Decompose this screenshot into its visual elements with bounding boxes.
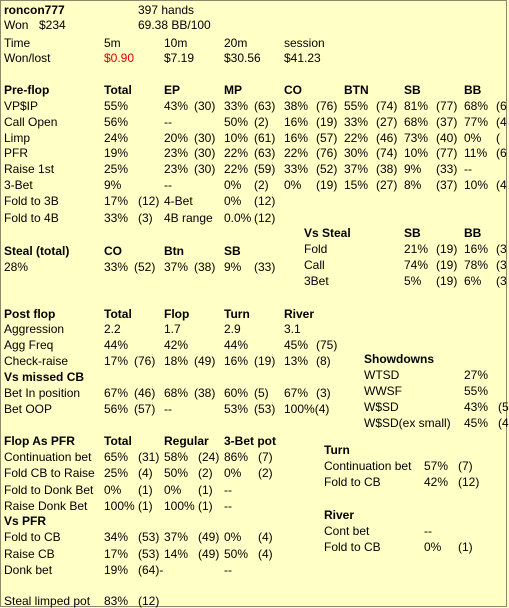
flop-pfr-cell: (7) [258,450,273,464]
flop-pfr-row-label: Fold CB to Raise [4,466,95,481]
postflop-cell: 44% [104,338,129,352]
postflop-cell: 2.9 [224,322,241,336]
postflop-cell: 16% [224,354,249,368]
preflop-cell: (19) [316,114,338,129]
missed-cb-cell: 53% [224,402,249,416]
flop-pfr-row-label: Continuation bet [4,450,92,464]
postflop-cell: (76) [134,354,156,368]
steal-col-header: CO [104,244,122,258]
steal-cell: (52) [134,260,156,274]
flop-pfr-row-label: Fold to Donk Bet [4,482,94,497]
preflop-cell: 22% [224,146,249,161]
vs-steal-cell: 74% [404,258,429,272]
wonlost-label: Won/lost [4,51,51,65]
postflop-cell: 17% [104,354,129,368]
flop-pfr-cell: 0% [164,482,182,497]
preflop-cell: (3) [138,211,153,225]
turn-title: Turn [324,443,350,457]
preflop-cell: 81% [404,99,429,113]
flop-pfr-cell: 86% [224,450,249,464]
preflop-cell: (63) [254,99,276,113]
vs-steal-cell: 16% [464,242,489,256]
turn-row-label: Fold to CB [324,475,381,489]
hand-count: 397 hands [138,3,195,17]
preflop-cell: -- [164,114,172,129]
preflop-cell: (6 [496,99,507,113]
preflop-row-label: Limp [4,130,31,145]
preflop-row-label: 3-Bet [4,178,33,192]
preflop-cell: (37) [436,178,458,192]
preflop-cell: (46) [376,130,398,145]
postflop-col-header: Flop [164,307,190,321]
preflop-cell: 77% [464,114,489,129]
preflop-row-label: Raise 1st [4,162,55,177]
missed-cb-cell: 67% [104,386,129,400]
vs-steal-cell: (19) [436,258,458,272]
postflop-cell: 18% [164,354,189,368]
postflop-cell: 44% [224,338,249,352]
preflop-cell: 37% [344,162,369,177]
preflop-cell: (59) [254,162,276,177]
steal-cell: (33) [254,260,276,274]
preflop-cell: 33% [224,99,249,113]
vs-steal-cell: (3 [496,258,507,272]
vs-steal-title: Vs Steal [304,226,351,240]
preflop-cell: 33% [104,211,129,225]
vs-pfr-cell: (4) [258,530,273,544]
preflop-cell: (74) [376,99,398,113]
missed-cb-cell: 100%(4) [284,402,330,416]
preflop-cell: (52) [316,162,338,177]
flop-pfr-cell: (1) [138,482,153,497]
time-col-header: 20m [224,36,248,50]
preflop-cell: 50% [224,114,249,129]
missed-cb-cell: 68% [164,386,189,400]
preflop-cell: 20% [164,130,189,145]
preflop-col-header: EP [164,83,181,97]
flop-pfr-col-header: Total [104,434,132,448]
vs-pfr-cell: -- [224,563,232,577]
preflop-cell: (6 [496,146,507,161]
showdown-row-label: W$SD [364,400,399,414]
flop-pfr-cell: (1) [138,498,153,513]
preflop-row-label: PFR [4,146,28,161]
vs-pfr-cell: (49) [198,546,220,561]
preflop-cell: 22% [224,162,249,177]
vs-steal-cell: (19) [436,274,458,288]
preflop-cell: 0% [224,194,242,208]
vs-pfr-cell: 14% [164,546,189,561]
time-col-header: session [284,36,325,50]
preflop-cell: (19) [316,178,338,192]
flop-pfr-col-header: 3-Bet pot [224,434,276,448]
preflop-sub-label: 4B range [164,211,213,225]
preflop-cell: (76) [316,146,338,161]
preflop-row-label: Call Open [4,114,58,129]
missed-cb-cell: (38) [194,386,216,400]
postflop-cell: 1.7 [164,322,181,336]
preflop-cell: (12) [254,211,276,225]
preflop-cell: 25% [104,162,129,177]
missed-cb-cell: (3) [316,386,331,400]
wonlost-value: $7.19 [164,51,195,65]
vs-pfr-title: Vs PFR [4,514,47,528]
preflop-cell: 0% [284,178,302,192]
time-col-header: 10m [164,36,188,50]
flop-pfr-row-label: Raise Donk Bet [4,498,88,513]
showdown-row-label: WWSF [364,384,402,398]
preflop-cell: (77) [436,99,458,113]
won-label: Won [4,18,29,32]
vs-steal-col-header: BB [464,226,482,240]
showdown-cell: 45% [464,416,489,430]
preflop-cell: (57) [316,130,338,145]
showdown-cell: (5 [498,400,509,414]
player-name: roncon777 [4,3,65,17]
flop-pfr-cell: 58% [164,450,189,464]
missed-cb-cell: -- [164,402,172,416]
steal-limped-label: Steal limped pot [4,594,91,608]
preflop-cell: (74) [376,146,398,161]
vs-pfr-cell: 17% [104,546,129,561]
preflop-title: Pre-flop [4,83,50,97]
postflop-cell: (8) [316,354,331,368]
preflop-cell: (27) [376,114,398,129]
preflop-cell: 68% [404,114,429,129]
vs-steal-cell: (19) [436,242,458,256]
vs-pfr-cell: 19% [104,563,129,577]
vs-steal-row-label: 3Bet [304,274,329,288]
flop-pfr-cell: -- [224,498,232,513]
wonlost-value: $41.23 [284,51,321,65]
preflop-cell: 33% [284,162,309,177]
missed-cb-cell: (53) [254,402,276,416]
turn-cell: (7) [458,459,473,473]
showdown-cell: 43% [464,400,489,414]
vs-pfr-cell: (53) [138,546,160,561]
vs-pfr-cell: (53) [138,530,160,544]
preflop-cell: (61) [254,130,276,145]
turn-cell: 57% [424,459,449,473]
showdown-row-label: WTSD [364,368,400,382]
vs-steal-cell: 78% [464,258,489,272]
vs-pfr-cell: (49) [198,530,220,544]
preflop-cell: (30) [194,146,216,161]
vs-pfr-row-label: Raise CB [4,546,55,561]
preflop-cell: (12) [138,194,160,208]
preflop-cell: (33) [436,162,458,177]
flop-pfr-cell: (4) [138,466,153,481]
vs-steal-cell: (3 [496,242,507,256]
preflop-cell: (30) [194,130,216,145]
showdown-cell: 27% [464,368,489,382]
missed-cb-cell: 67% [284,386,309,400]
preflop-col-header: CO [284,83,302,97]
preflop-col-header: Total [104,83,132,97]
vs-steal-row-label: Fold [304,242,328,256]
preflop-cell: (63) [254,146,276,161]
missed-cb-cell: (57) [134,402,156,416]
steal-cell: 33% [104,260,129,274]
preflop-cell: (38) [376,162,398,177]
river-cell: (1) [458,540,473,554]
river-row-label: Cont bet [324,524,370,538]
preflop-cell: 10% [224,130,249,145]
postflop-cell: 2.2 [104,322,121,336]
preflop-cell: 0.0% [224,211,252,225]
postflop-cell: 42% [164,338,189,352]
missed-cb-cell: 56% [104,402,129,416]
preflop-cell: 55% [344,99,369,113]
missed-cb-cell: 60% [224,386,249,400]
preflop-cell: 38% [284,99,309,113]
preflop-cell: (27) [376,178,398,192]
steal-col-header: SB [224,244,241,258]
preflop-cell: 43% [164,99,189,113]
vs-pfr-cell: 34% [104,530,129,544]
missed-cb-cell: (5) [254,386,269,400]
vs-steal-cell: 6% [464,274,482,288]
turn-cell: (12) [458,475,480,489]
preflop-cell: 8% [404,178,422,192]
preflop-cell: 9% [104,178,122,192]
flop-pfr-cell: -- [224,482,232,497]
preflop-cell: 55% [104,99,129,113]
postflop-cell: 3.1 [284,322,301,336]
preflop-cell: (37) [436,114,458,129]
vs-pfr-row-label: Donk bet [4,563,53,577]
won-value: $234 [39,18,66,32]
preflop-cell: (30) [194,162,216,177]
preflop-cell: 30% [344,146,369,161]
river-cell: 0% [424,540,442,554]
vs-pfr-cell: 0% [224,530,242,544]
preflop-cell: (2) [254,178,269,192]
preflop-cell: 33% [344,114,369,129]
preflop-sub-label: 4-Bet [164,194,193,208]
preflop-col-header: MP [224,83,242,97]
flop-pfr-cell: (1) [198,482,213,497]
showdowns-title: Showdowns [364,352,434,366]
preflop-cell: 73% [404,130,429,145]
flop-pfr-cell: 65% [104,450,129,464]
preflop-cell: 16% [284,114,309,129]
preflop-cell: 23% [164,162,189,177]
postflop-row-label: Aggression [4,322,65,336]
river-title: River [324,508,355,522]
postflop-cell: 13% [284,354,309,368]
vs-steal-cell: (3 [496,274,507,288]
postflop-cell: (75) [316,338,338,352]
preflop-cell: 17% [104,194,129,208]
showdown-cell: 55% [464,384,489,398]
preflop-cell: 10% [404,146,429,161]
preflop-cell: -- [464,162,472,177]
postflop-cell: (49) [194,354,216,368]
vs-missed-cb-title: Vs missed CB [4,370,85,384]
vs-steal-row-label: Call [304,258,325,272]
postflop-col-header: Total [104,307,132,321]
river-row-label: Fold to CB [324,540,381,554]
wonlost-value: $30.56 [224,51,261,65]
preflop-cell: (77) [436,146,458,161]
preflop-row-label: Fold to 4B [4,211,59,225]
flop-pfr-cell: 100% [164,498,195,513]
turn-row-label: Continuation bet [324,459,412,473]
preflop-cell: 9% [404,162,422,177]
postflop-row-label: Check-raise [4,354,69,368]
showdown-row-label: W$SD(ex small) [364,416,451,430]
vs-pfr-cell: 37% [164,530,189,544]
preflop-cell: 19% [104,146,129,161]
flop-pfr-cell: (31) [138,450,160,464]
flop-pfr-cell: (2) [258,466,273,481]
flop-pfr-cell: (24) [198,450,220,464]
river-cell: -- [424,524,432,538]
postflop-cell: 45% [284,338,309,352]
steal-cell: (38) [194,260,216,274]
steal-col-header: Btn [164,244,184,258]
missed-cb-row-label: Bet OOP [4,402,53,416]
preflop-cell: ( [496,130,500,145]
preflop-cell: 0% [464,130,482,145]
steal-cell: 9% [224,260,242,274]
flop-pfr-cell: 0% [224,466,242,481]
time-label: Time [4,36,31,50]
preflop-cell: 23% [164,146,189,161]
flop-pfr-cell: 0% [104,482,122,497]
preflop-cell: 56% [104,114,129,129]
preflop-cell: (4 [496,178,507,192]
missed-cb-row-label: Bet In position [4,386,81,400]
flop-pfr-cell: 100% [104,498,135,513]
wonlost-value: $0.90 [104,51,135,65]
flop-pfr-cell: (2) [198,466,213,481]
vs-pfr-cell: (4) [258,546,273,561]
preflop-col-header: BTN [344,83,369,97]
steal-cell: 37% [164,260,189,274]
vs-pfr-cell: (64)- [138,563,164,577]
preflop-cell: (12) [254,194,276,208]
preflop-cell: 22% [284,146,309,161]
vs-pfr-row-label: Fold to CB [4,530,61,544]
preflop-cell: 22% [344,130,369,145]
flop-pfr-cell: 50% [164,466,189,481]
flop-pfr-title: Flop As PFR [4,434,75,448]
postflop-row-label: Agg Freq [4,338,54,352]
preflop-cell: 24% [104,130,129,145]
time-col-header: 5m [104,36,121,50]
flop-pfr-col-header: Regular [164,434,209,448]
vs-steal-cell: 5% [404,274,422,288]
missed-cb-cell: (46) [134,386,156,400]
bb-per-100: 69.38 BB/100 [138,18,211,32]
preflop-cell: 0% [224,178,242,192]
postflop-title: Post flop [4,307,56,321]
preflop-cell: -- [164,178,172,192]
preflop-cell: (30) [194,99,216,113]
preflop-cell: 16% [284,130,309,145]
postflop-col-header: River [284,307,315,321]
vs-pfr-cell: 50% [224,546,249,561]
postflop-col-header: Turn [224,307,250,321]
turn-cell: 42% [424,475,449,489]
preflop-row-label: VP$IP [4,99,39,113]
preflop-cell: (4 [496,114,507,129]
steal-title: Steal (total) [4,244,70,258]
steal-total: 28% [4,260,29,274]
postflop-cell: (19) [254,354,276,368]
preflop-cell: 10% [464,178,489,192]
preflop-cell: 68% [464,99,489,113]
vs-steal-col-header: SB [404,226,421,240]
preflop-cell: (2) [254,114,269,129]
preflop-col-header: BB [464,83,482,97]
preflop-col-header: SB [404,83,421,97]
flop-pfr-cell: 25% [104,466,129,481]
steal-limped-value: 83% [104,594,129,608]
preflop-cell: (40) [436,130,458,145]
vs-steal-cell: 21% [404,242,429,256]
preflop-cell: 15% [344,178,369,192]
preflop-cell: (76) [316,99,338,113]
flop-pfr-cell: (1) [198,498,213,513]
showdown-cell: (4 [498,416,509,430]
steal-limped-count: (12) [138,594,160,608]
preflop-row-label: Fold to 3B [4,194,59,208]
preflop-cell: 11% [464,146,488,161]
